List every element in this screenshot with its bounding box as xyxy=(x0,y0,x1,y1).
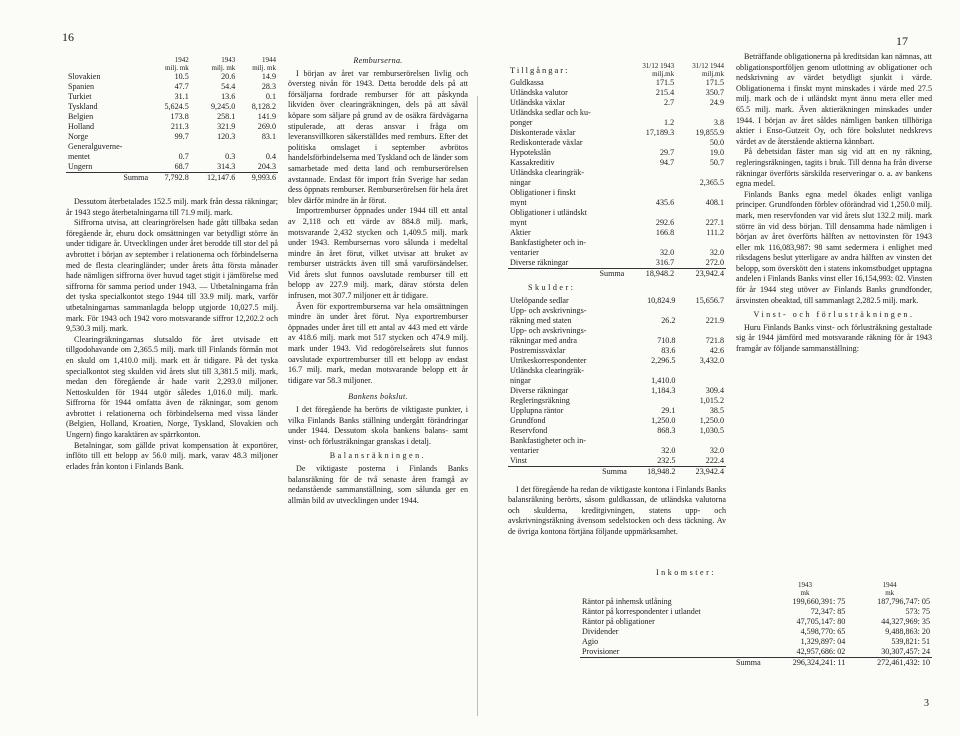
trade-value: 54.4 xyxy=(221,82,236,91)
asset-value: 292.6 xyxy=(655,218,675,227)
asset-label: Guldkassa xyxy=(510,78,544,87)
liability-label: ventarier xyxy=(510,445,539,455)
liability-label: Upp- och avskrivnings- xyxy=(510,325,587,335)
liability-value: 10,824.9 xyxy=(647,295,676,305)
col4-paragraph: Finlands Banks egna medel ökades enligt vanliga principer. Grundfonden förblev oförändrad vid 1,250.0 milj. mark, men reservfonden var vid årets slut 132.2 milj. mark större än vid dess början. Till densamma hade nämligen i början av året överförts hälften av nettovinsten för 1943 eller mk 116,083,987: 98 samt sedermera i enlighet med riksdagens beslut ytterligare av andra hälften av vinsten det belopp, som överskött den i statens inkomstbudget upptagna andelen i Finlands Banks vinst eller 16,154,993: 02. Vinsten för år 1944 steg utöver av Finlands Banks grundfonder, ärsvinsten obeaktad, till sammanlagt 2,282.5 milj. mark. xyxy=(736,189,932,305)
trade-value: 0.3 xyxy=(225,152,236,161)
liability-sum-row xyxy=(508,466,726,477)
col1-text xyxy=(66,197,278,472)
liability-row xyxy=(508,376,726,386)
trade-value: 314.3 xyxy=(191,162,238,173)
col1-paragraph: Dessutom återbetalades 152.5 milj. mark från dessa räkningar; år 1943 stego återbetalningarna till 71.9 milj. mark. xyxy=(66,197,278,217)
col2-text2 xyxy=(288,405,468,447)
liability-row xyxy=(508,346,726,356)
liability-sum-value: 18,948.2 xyxy=(629,466,678,477)
heading-remburserna: Remburserna. xyxy=(353,56,403,65)
income-label: Dividender xyxy=(582,626,619,636)
heading-balansrakningen: Balansräkningen. xyxy=(329,451,427,461)
trade-row xyxy=(66,92,278,102)
liability-sum-label: Summa xyxy=(508,466,629,477)
trade-value: 31.1 xyxy=(174,92,189,101)
liability-value xyxy=(677,366,726,376)
liability-value xyxy=(629,326,678,336)
liability-value: 221.9 xyxy=(705,315,724,325)
liability-row xyxy=(508,296,726,306)
asset-row xyxy=(508,128,726,138)
income-value: 199,660,391: 75 xyxy=(792,596,846,606)
assets-title: Tillgångar: xyxy=(510,65,570,75)
asset-value: 272.0 xyxy=(676,258,726,269)
trade-value xyxy=(237,142,278,152)
asset-row xyxy=(508,98,726,108)
asset-label: Diverse räkningar xyxy=(510,258,569,267)
income-value: 47,705,147: 80 xyxy=(796,616,846,626)
asset-label: Utländska valutor xyxy=(510,88,568,97)
asset-value: 50.7 xyxy=(709,158,724,167)
income-label: Räntor på korrespondenter i utlandet xyxy=(582,606,701,616)
liability-value: 309.4 xyxy=(705,385,724,395)
asset-value: 171.5 xyxy=(655,78,675,87)
asset-value: 32.0 xyxy=(709,248,724,257)
asset-value xyxy=(626,188,676,198)
liability-row xyxy=(508,456,726,467)
liability-value: 1,030.5 xyxy=(699,425,724,435)
asset-value: 215.4 xyxy=(655,88,675,97)
trade-row xyxy=(66,122,278,132)
trade-sum-label: Summa xyxy=(66,173,150,184)
income-sum-label: Summa xyxy=(580,657,763,668)
liability-label: Utländska clearingräk- xyxy=(510,365,584,375)
income-sum-value: 272,461,432: 10 xyxy=(847,657,932,668)
liability-value: 38.5 xyxy=(709,405,724,415)
liability-value: 1,184.3 xyxy=(651,385,676,395)
asset-label: Rediskonterade växlar xyxy=(510,138,583,147)
col4-after: Huru Finlands Banks vinst- och förlusträkning gestaltade sig år 1944 jämförd med motsvarande räkning för år 1943 framgår av följande sammanställning: xyxy=(736,322,932,354)
liability-label: Diverse räkningar xyxy=(510,385,569,395)
balance-header-1943: 31/12 1943 milj.mk xyxy=(642,62,675,78)
balance-assets-table xyxy=(508,62,726,279)
asset-label: ningar xyxy=(510,178,531,187)
liabilities-title: Skulder: xyxy=(528,283,576,292)
asset-value xyxy=(676,108,726,118)
liability-value: 222.4 xyxy=(677,456,726,467)
liability-value xyxy=(677,436,726,446)
asset-value: 435.6 xyxy=(655,198,675,207)
liability-label: räkningar med andra xyxy=(510,335,577,345)
liability-label: Utrikeskorrespondenter xyxy=(510,355,587,365)
asset-row xyxy=(508,248,726,258)
asset-row xyxy=(508,78,726,88)
income-value: 44,327,969: 35 xyxy=(881,616,930,626)
trade-label: Generalguverne- xyxy=(68,142,123,151)
asset-label: Utländska sedlar och ku- xyxy=(510,108,591,117)
asset-value xyxy=(626,238,676,248)
col2-text xyxy=(288,69,468,387)
liability-value: 1,250.0 xyxy=(651,415,676,425)
trade-value: 68.7 xyxy=(150,162,191,173)
trade-value: 8,128.2 xyxy=(251,102,276,111)
income-row xyxy=(580,607,932,617)
income-sum-value: 296,324,241: 11 xyxy=(763,657,848,668)
asset-value: 227.1 xyxy=(705,218,724,227)
asset-value xyxy=(626,178,676,188)
trade-value: 14.9 xyxy=(261,72,276,81)
income-value: 1,329,897: 04 xyxy=(800,636,846,646)
asset-row xyxy=(508,148,726,158)
asset-value xyxy=(676,208,726,218)
col2-text3 xyxy=(288,464,468,506)
income-label: Räntor på obligationer xyxy=(582,616,655,626)
income-value: 42,957,686: 02 xyxy=(763,647,848,658)
asset-sum-value: 18,948.2 xyxy=(626,269,676,280)
trade-value: 9,245.0 xyxy=(211,102,236,111)
col2-paragraph: I början av året var remburserörelsen livlig och översteg nivån för 1943. Detta berodde dels på att försäljarna fordrade remburser för att påskynda likviden över clearingräkningen, dels på att såväl köpare som säljare på grund av de osäkra färdvägarna stipulerade, att deras ansvar i fråga om leveransvillkoren säkerställdes med remburs. Efter det politiska omslaget i september avbrötos handelsförbindelserna med Tyskland och de länder som samarbetade med detta land och remburserörelsen avstannade. Endast för import från Sverige har sedan dess öppnats remburser. Remburserörelsen för hela året blev därför mindre än år förut. xyxy=(288,68,468,205)
trade-label: Ungern xyxy=(68,162,93,171)
liability-row xyxy=(508,386,726,396)
asset-row xyxy=(508,228,726,238)
liability-value: 42.6 xyxy=(709,345,724,355)
trade-row xyxy=(66,132,278,142)
asset-row xyxy=(508,178,726,188)
income-label: Räntor på inhemsk utlåning xyxy=(582,596,672,606)
liability-row xyxy=(508,316,726,326)
col1-paragraph: Siffrorna utvisa, att clearingrörelsen hade gått tillbaka sedan föregående år, ehuru dock omsättningen var betydligt större än under tidigare år. Utvecklingen under året berodde till stor del på avbrottet i början av september i relationerna och förbindelserna med de flesta clearingländer; under årets åtta första månader hade nämligen siffrorna över huvud taget stigit i jämförelse med siffrorna för samma period under 1943. — Utbetalningarna från det tyska specialkontot stego 1944 till 33.9 milj. mark, varför utbetalningarnas sammanlagda belopp utgjorde 10,027.5 milj. mark. För 1943 och 1942 voro motsvarande siffror 12,202.2 och 9,530.3 milj. mark. xyxy=(66,218,278,334)
liability-row xyxy=(508,336,726,346)
asset-value xyxy=(626,108,676,118)
trade-value: 5,624.5 xyxy=(164,102,189,111)
asset-value xyxy=(676,188,726,198)
asset-value: 111.2 xyxy=(706,228,724,237)
liability-row xyxy=(508,326,726,336)
asset-value: 94.7 xyxy=(659,158,675,167)
trade-value: 20.6 xyxy=(221,72,236,81)
asset-value: 17,189.3 xyxy=(645,128,675,137)
trade-row xyxy=(66,102,278,112)
trade-label: Norge xyxy=(68,132,89,141)
income-value: 539,821: 51 xyxy=(891,636,930,646)
trade-value: 13.6 xyxy=(221,92,236,101)
column-1 xyxy=(66,56,278,472)
asset-row xyxy=(508,168,726,178)
liability-value: 32.0 xyxy=(661,445,676,455)
col2-paragraph: De viktigaste posterna i Finlands Banks balansräkning för de två senaste åren framgå av nedanstående sammanställning, som sålunda ger en allmän bild av utvecklingen under 1944. xyxy=(288,463,468,505)
trade-row xyxy=(66,162,278,173)
asset-value: 166.8 xyxy=(655,228,675,237)
trade-label: Holland xyxy=(68,122,95,131)
liability-value: 2,296.5 xyxy=(651,355,676,365)
liability-value: 232.5 xyxy=(629,456,678,467)
income-value: 187,796,747: 05 xyxy=(877,596,930,606)
col4-paragraph: På debetsidan fäster man sig vid att en ny räkning, regleringsräkningen, tagits i bruk. Till denna ha från diverse räkningar överförts särskilda reserveringar o. a. av bankens egna medel. xyxy=(736,147,932,189)
asset-label: Kassakreditiv xyxy=(510,158,555,167)
liability-label: ningar xyxy=(510,375,531,385)
income-section xyxy=(580,564,932,668)
clearing-trade-table xyxy=(66,56,278,183)
trade-value: 173.8 xyxy=(170,112,189,121)
trade-row xyxy=(66,72,278,82)
asset-row xyxy=(508,238,726,248)
liability-value xyxy=(629,436,678,446)
trade-label: mentet xyxy=(68,152,91,161)
trade-value: 120.3 xyxy=(217,132,236,141)
liability-value: 710.8 xyxy=(657,335,676,345)
asset-value: 350.7 xyxy=(705,88,724,97)
trade-label: Spanien xyxy=(68,82,95,91)
liability-label: Reservfond xyxy=(510,425,548,435)
liability-sum-value: 23,942.4 xyxy=(677,466,726,477)
asset-row xyxy=(508,108,726,118)
income-sum-row xyxy=(580,657,932,668)
income-label: Agio xyxy=(582,636,599,646)
trade-sum-value: 9,993.6 xyxy=(237,173,278,184)
liability-row xyxy=(508,366,726,376)
asset-label: Bankfastigheter och in- xyxy=(510,238,586,247)
trade-header-1944: 1944 milj. mk xyxy=(252,56,276,72)
trade-value: 258.1 xyxy=(217,112,236,121)
asset-row xyxy=(508,158,726,168)
asset-sum-row xyxy=(508,269,726,280)
asset-value: 408.1 xyxy=(705,198,724,207)
asset-label: Utländska clearingräk- xyxy=(510,168,584,177)
page-gutter xyxy=(477,96,478,716)
liability-label: Postremissväxlar xyxy=(510,345,566,355)
trade-label: Tyskland xyxy=(68,102,98,111)
liability-value xyxy=(677,326,726,336)
liability-label: Bankfastigheter och in- xyxy=(510,435,586,445)
liability-value xyxy=(677,376,726,386)
liability-value: 15,656.7 xyxy=(695,295,724,305)
trade-value xyxy=(150,142,191,152)
asset-row xyxy=(508,138,726,148)
income-header-1944: 1944 mk xyxy=(882,580,897,597)
asset-value: 1.2 xyxy=(664,118,675,127)
liability-value: 29.1 xyxy=(661,405,676,415)
liability-row xyxy=(508,306,726,316)
asset-label: Hypotekslån xyxy=(510,148,551,157)
asset-value: 316.7 xyxy=(626,258,676,269)
column-4 xyxy=(736,52,932,355)
asset-value: 29.7 xyxy=(659,148,675,157)
asset-value: 19,855.9 xyxy=(695,128,724,137)
trade-value: 211.3 xyxy=(170,122,189,131)
asset-value xyxy=(676,238,726,248)
liability-value: 26.2 xyxy=(661,315,676,325)
asset-value xyxy=(626,168,676,178)
asset-value: 2.7 xyxy=(664,98,675,107)
asset-value xyxy=(626,138,676,148)
asset-row xyxy=(508,208,726,218)
liability-value xyxy=(629,366,678,376)
income-value: 72,347: 85 xyxy=(810,606,846,616)
asset-label: Utländska växlar xyxy=(510,98,566,107)
liability-value xyxy=(629,306,678,316)
trade-value: 47.7 xyxy=(174,82,189,91)
liability-value: 1,410.0 xyxy=(651,375,676,385)
trade-sum-value: 12,147.6 xyxy=(191,173,238,184)
income-row xyxy=(580,617,932,627)
income-value: 30,307,457: 24 xyxy=(847,647,932,658)
asset-value xyxy=(676,168,726,178)
asset-value: 19.0 xyxy=(709,148,724,157)
liability-value: 83.6 xyxy=(661,345,676,355)
asset-label: mynt xyxy=(510,198,527,207)
income-table xyxy=(580,581,932,668)
col4-text xyxy=(736,52,932,306)
liability-value: 868.3 xyxy=(657,425,676,435)
income-title: Inkomster: xyxy=(655,568,717,577)
income-value: 9,488,863: 20 xyxy=(885,626,930,636)
trade-value: 0.7 xyxy=(178,152,189,161)
col2-paragraph: Importremburser öppnades under 1944 till ett antal av 2,118 och ett värde av 884.8 milj. mark, motsvarande 2,432 stycken och 1,409.5 milj. mark under 1943. Rembursernas voro sålunda i medeltal mindre än året förut, vilket utvisar att bruket av remburser utsträckts även till små varuförsändelser. Vid årets slut funnos oavslutade remburser till ett belopp av 227.9 milj. mark, därav största delen infrusen, mot 307.7 miljoner ett år tidigare. xyxy=(288,206,468,301)
liability-label: Upplupna räntor xyxy=(510,405,564,415)
asset-label: Aktier xyxy=(510,228,531,237)
trade-value: 99.7 xyxy=(174,132,189,141)
income-row xyxy=(580,627,932,637)
asset-label: Obligationer i utländskt xyxy=(510,208,587,217)
liability-label: Vinst xyxy=(510,455,528,465)
trade-value: 10.5 xyxy=(174,72,189,81)
liability-row xyxy=(508,416,726,426)
asset-label: ponger xyxy=(510,118,533,127)
liability-label: räkning med staten xyxy=(510,315,572,325)
liability-row xyxy=(508,426,726,436)
asset-row xyxy=(508,218,726,228)
liability-row xyxy=(508,446,726,456)
asset-row xyxy=(508,198,726,208)
liability-value xyxy=(629,396,678,406)
trade-row xyxy=(66,152,278,162)
income-header-1943: 1943 mk xyxy=(798,580,812,597)
income-value: 4,598,770: 65 xyxy=(800,626,846,636)
col1-paragraph: Betalningar, som gällde privat kompensation åt exportörer, inflöto till ett belopp av 56.0 milj. mark, varav 48.3 miljoner erlades från konton i Finlands Bank. xyxy=(66,440,278,471)
asset-label: mynt xyxy=(510,218,527,227)
trade-value xyxy=(191,142,238,152)
trade-row xyxy=(66,112,278,122)
trade-sum-row xyxy=(66,173,278,184)
trade-value: 0.1 xyxy=(265,92,276,101)
asset-value: 24.9 xyxy=(709,98,724,107)
asset-value: 50.0 xyxy=(709,138,724,147)
page-number-right: 17 xyxy=(896,34,908,48)
income-row xyxy=(580,597,932,607)
trade-value: 0.4 xyxy=(265,152,276,161)
income-label: Provisioner xyxy=(582,646,620,656)
column-3 xyxy=(508,62,726,538)
trade-value: 141.9 xyxy=(257,112,276,121)
trade-value: 83.1 xyxy=(261,132,276,141)
liability-value: 3,432.0 xyxy=(699,355,724,365)
trade-value: 28.3 xyxy=(261,82,276,91)
liability-label: Utelöpande sedlar xyxy=(510,295,569,305)
asset-row xyxy=(508,188,726,198)
column-2 xyxy=(288,56,468,506)
trade-header-1942: 1942 milj. mk xyxy=(165,56,189,72)
col2-paragraph: Även för exportremburserna var hela omsättningen mindre än under året förut. Nya exportremburser öppnades under året till ett antal av 443 med ett värde av 418.6 milj. mark mot 517 stycken och 474.9 milj. mark under 1943. Vid redogörelseårets slut funnos oavslutade exportremburser till ett belopp av endast 16.7 milj. mark, medan motsvarande belopp ett år tidigare var 58.3 miljoner. xyxy=(288,301,468,385)
liability-value: 32.0 xyxy=(709,445,724,455)
liability-value: 721.8 xyxy=(705,335,724,345)
liability-row xyxy=(508,436,726,446)
trade-row xyxy=(66,142,278,152)
asset-sum-label: Summa xyxy=(508,269,626,280)
asset-label: ventarier xyxy=(510,248,539,257)
income-value: 573: 75 xyxy=(905,606,930,616)
balance-liabilities-table xyxy=(508,296,726,477)
liability-value: 1,250.0 xyxy=(699,415,724,425)
asset-label: Diskonterade växlar xyxy=(510,128,576,137)
asset-row xyxy=(508,88,726,98)
asset-sum-value: 23,942.4 xyxy=(676,269,726,280)
heading-bokslut: Bankens bokslut. xyxy=(348,392,408,402)
trade-header-1943: 1943 milj. mk xyxy=(211,56,236,72)
trade-label: Belgien xyxy=(68,112,94,121)
liability-value xyxy=(677,306,726,316)
liability-row xyxy=(508,396,726,406)
trade-label: Slovakien xyxy=(68,72,101,81)
col3-paragraph: I det föregående ha redan de viktigaste kontona i Finlands Banks balansräkning berörts, såsom guldkassan, de utländska valutorna och skulderna, kreditgivningen, statens upp- och avskrivningsräkning ävensom sedelstocken och dess täckning. Av de övriga kontona förtjäna följande uppmärksamhet. xyxy=(508,484,726,536)
footer-number: 3 xyxy=(924,698,929,709)
trade-row xyxy=(66,82,278,92)
liability-label: Upp- och avskrivnings- xyxy=(510,305,587,315)
asset-label: Obligationer i finskt xyxy=(510,188,576,197)
asset-row xyxy=(508,258,726,269)
trade-value: 269.0 xyxy=(257,122,276,131)
asset-value: 3.8 xyxy=(713,118,724,127)
asset-value: 2,365.5 xyxy=(699,178,724,187)
heading-vinst-forlust: Vinst- och förlusträkningen. xyxy=(753,310,915,320)
page-number-left: 16 xyxy=(62,30,74,44)
income-row xyxy=(580,647,932,658)
col2-paragraph: I det föregående ha berörts de viktigaste punkter, i vilka Finlands Banks ställning undergått förändringar under 1944. Dessutom skola bankens balans- samt vinst- och förlusträkningar granskas i detalj. xyxy=(288,405,468,446)
col4-paragraph: Beträffande obligationerna på kreditsidan kan nämnas, att obligationsportföljen genom utlottning av obligationer och nedskrivning av värdet betydligt sjunkit i värde. Obligationerna i finskt mynt minskades i värde med 27.5 milj. mark och de i utländskt mynt ännu mera eller med 65.5 milj. mark. Även aktieräkningen minskades under 1944. I början av året såldes nämligen banken tillhöriga aktier i Enso-Gutzeit Oy, och före bokslutet nedskrevs värdet av de återstående aktierna kännbart. xyxy=(736,52,932,146)
asset-value xyxy=(626,208,676,218)
liability-row xyxy=(508,356,726,366)
balance-header-1944: 31/12 1944 milj.mk xyxy=(692,62,724,78)
income-row xyxy=(580,637,932,647)
liability-label: Regleringsräkning xyxy=(510,395,570,405)
trade-label: Turkiet xyxy=(68,92,92,101)
asset-value: 171.5 xyxy=(705,78,724,87)
liability-value: 1,015.2 xyxy=(699,395,724,405)
asset-row xyxy=(508,118,726,128)
trade-value: 204.3 xyxy=(237,162,278,173)
trade-sum-value: 7,792.8 xyxy=(150,173,191,184)
asset-value: 32.0 xyxy=(659,248,675,257)
trade-value: 321.9 xyxy=(217,122,236,131)
col1-paragraph: Clearingräkningarnas slutsaldo för året utvisade ett tillgodohavande om 2,365.5 milj. mark till Finlands förmån mot en skuld om 1,410.0 milj. mark ett år tidigare. På det tyska specialkontot steg skulden vid årets slut till 3,381.5 milj. mark, medan den föregående år hade varit 2,293.0 miljoner. Nettoskulden för 1944 utgör således 1,016.0 milj. mark. Siffrorna för 1944 omfatta även de räkningar, som genom avbrottet i relationerna och förbindelserna med vissa länder (Belgien, Holland, Kroatien, Norge, Tyskland, Slovakien och Ungern) fingo karaktären av spärrkonton. xyxy=(66,334,278,440)
liability-label: Grundfond xyxy=(510,415,546,425)
liability-row xyxy=(508,406,726,416)
